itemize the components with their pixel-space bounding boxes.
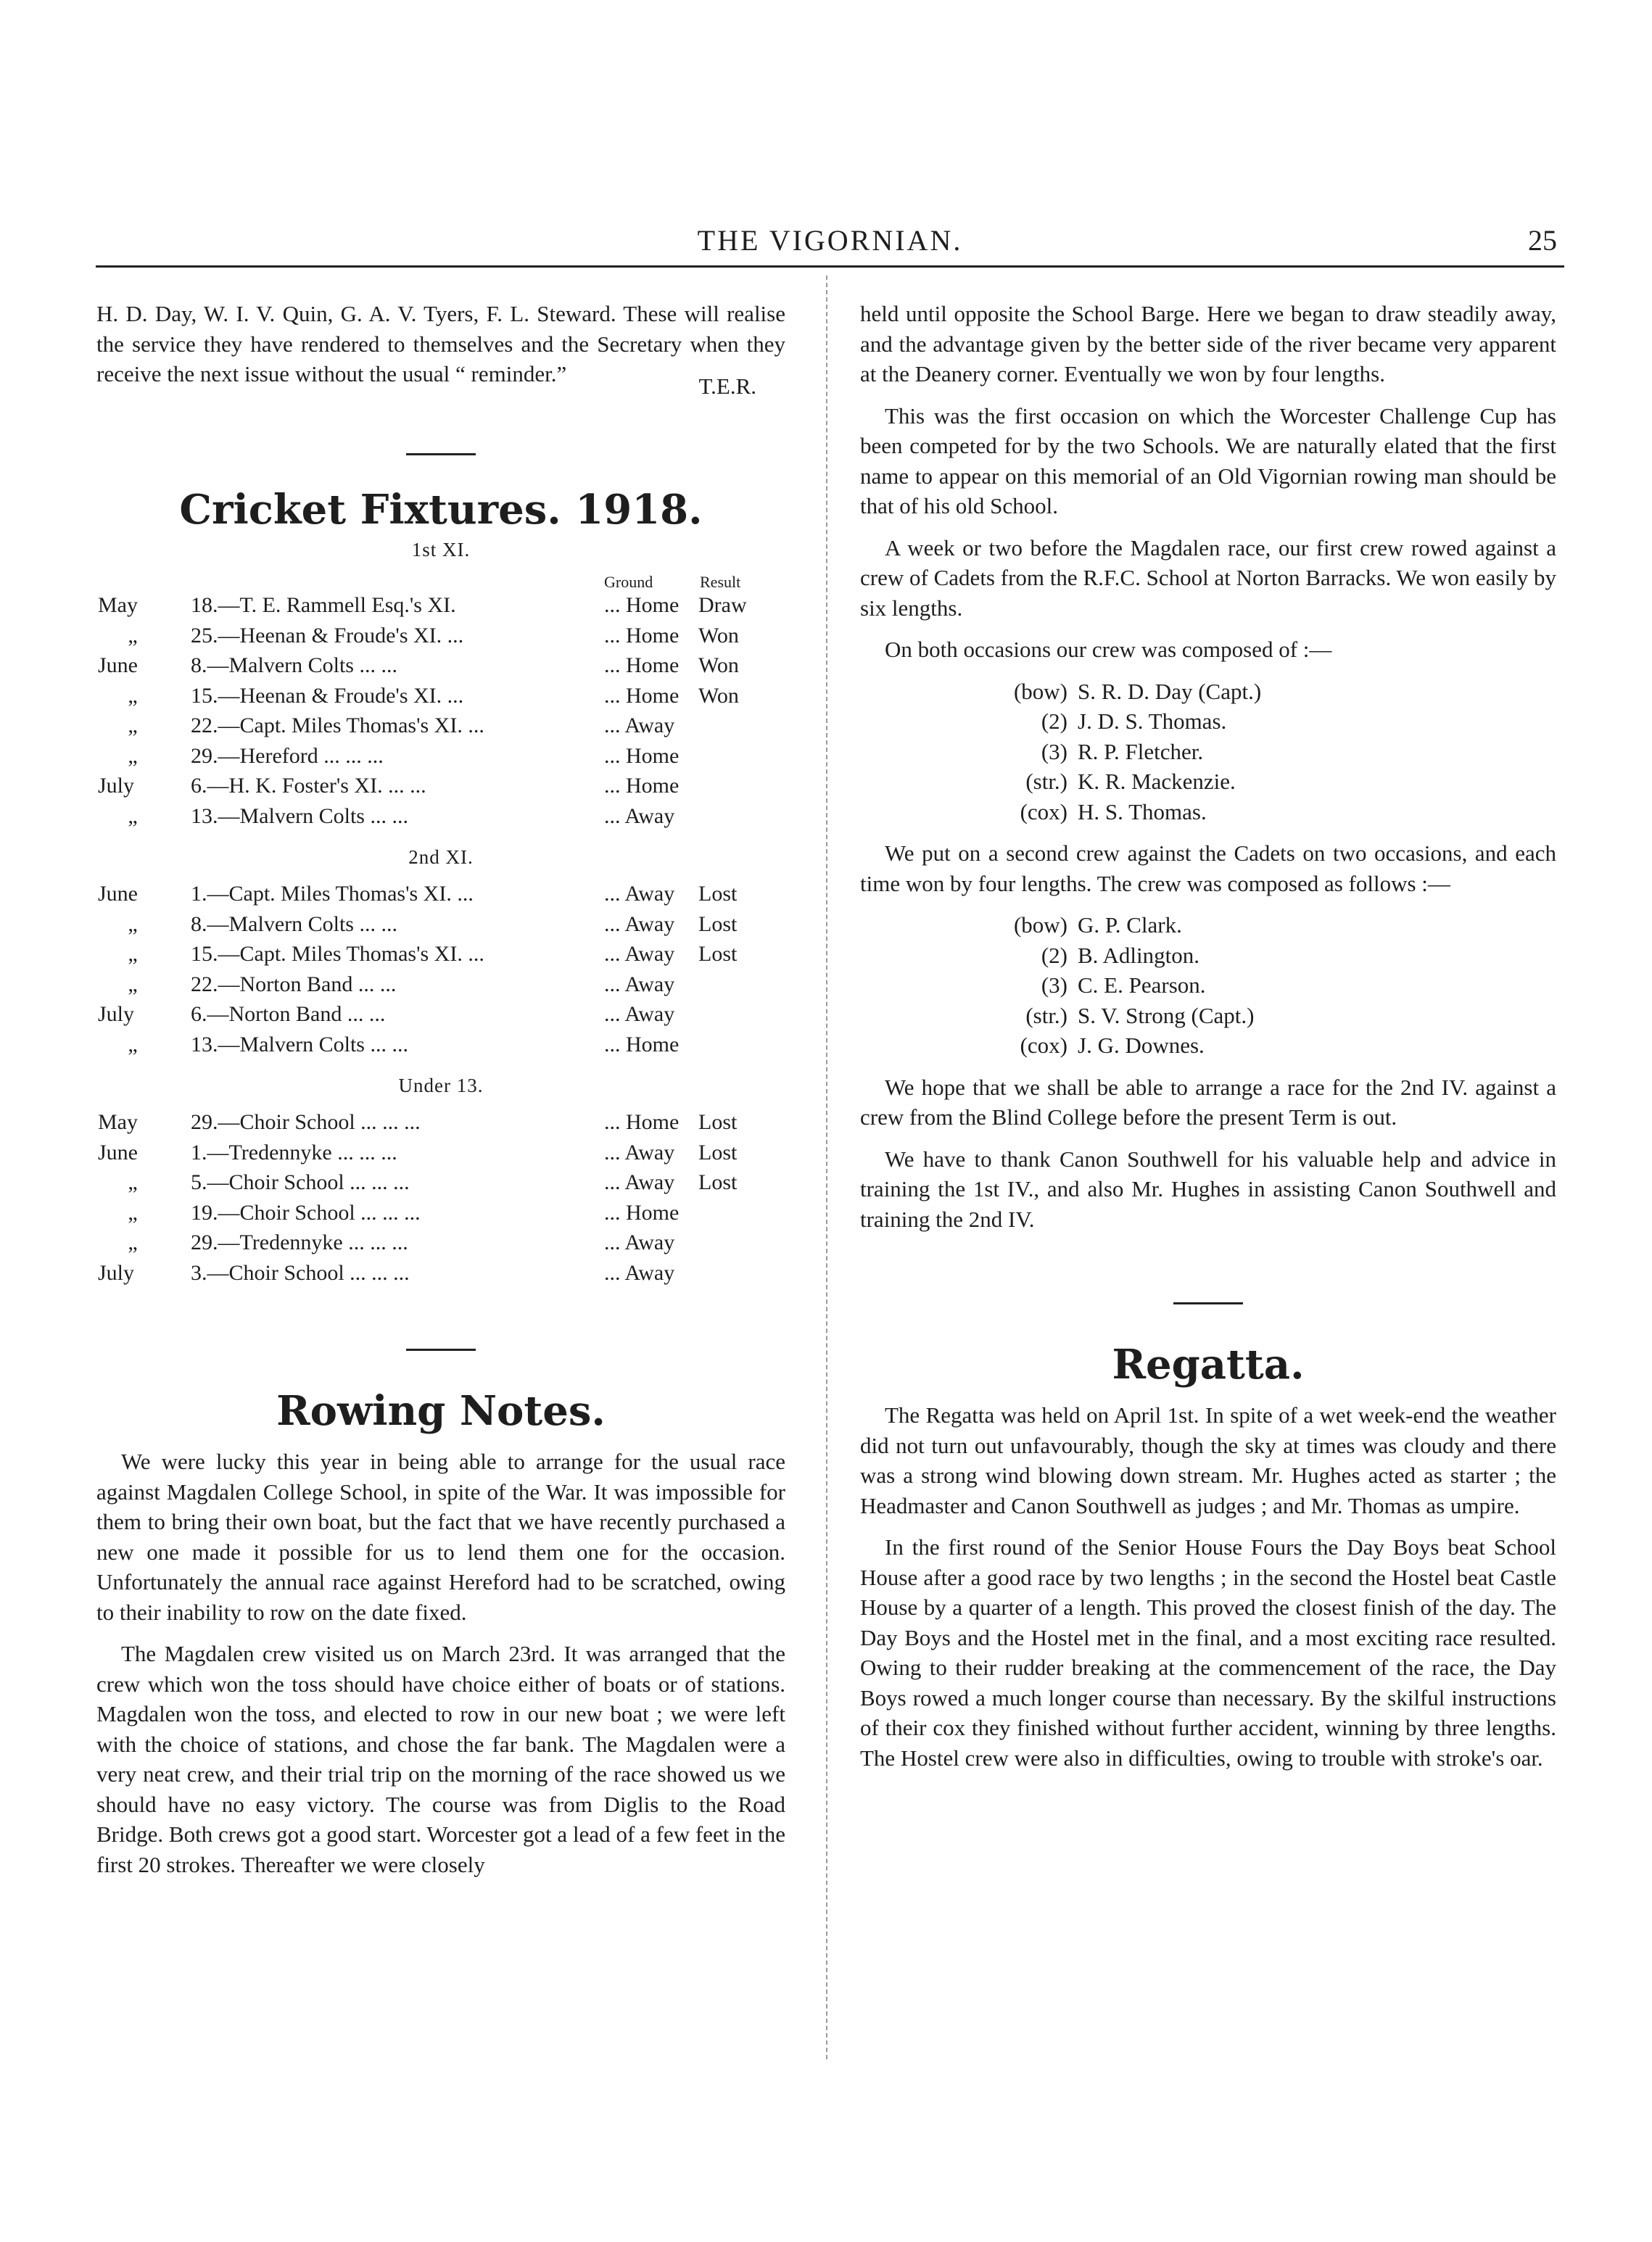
crew-position: (cox): [1020, 1033, 1067, 1058]
fixture-month: „: [128, 1032, 138, 1056]
fixture-result: [698, 1030, 785, 1060]
page-number: 25: [1528, 224, 1557, 257]
fixture-opponent: 29.—Tredennyke ... ... ...: [191, 1230, 408, 1254]
fixture-result: Lost: [698, 911, 738, 936]
fixture-opponent: 6.—H. K. Foster's XI. ... ...: [191, 774, 426, 798]
fixture-month: June: [98, 1140, 138, 1165]
crew-position: (str.): [1025, 1002, 1067, 1028]
second-xi-fixtures: [96, 879, 785, 1059]
crew-member: R. P. Fletcher.: [1078, 738, 1204, 764]
fixture-result: Draw: [698, 593, 747, 617]
crew-position: (bow): [1013, 912, 1067, 938]
first-xi-fixtures: [96, 590, 785, 831]
crew-member: G. P. Clark.: [1078, 912, 1182, 938]
result-column-header: Result: [700, 573, 741, 591]
fixture-ground: ... Away: [604, 1140, 675, 1165]
fixture-opponent: 5.—Choir School ... ... ...: [191, 1170, 410, 1194]
fixture-result: Lost: [698, 1110, 738, 1134]
crew-member: J. D. S. Thomas.: [1078, 708, 1227, 734]
first-xi-heading: 1st XI.: [411, 539, 471, 560]
crew-position: (cox): [1020, 798, 1067, 824]
fixture-ground: ... Home: [604, 653, 680, 677]
fixture-opponent: 3.—Choir School ... ... ...: [191, 1260, 410, 1285]
crew-position: (bow): [1013, 678, 1067, 704]
crew-member: K. R. Mackenzie.: [1078, 769, 1236, 794]
rowing-paragraph: held until opposite the School Barge. Here we began to draw steadily away, and the advantage given by the better side of the river became very apparent at the Deanery corner. Eventually we won by four lengths.: [860, 301, 1556, 386]
fixture-ground: ... Away: [604, 1230, 675, 1254]
fixture-month: „: [128, 942, 138, 966]
crew-position: (3): [1041, 972, 1067, 998]
fixture-ground: ... Home: [604, 743, 680, 768]
regatta-paragraph: In the first round of the Senior House Fours the Day Boys beat School House after a good race by two lengths ; in the second the Hostel beat Castle House by a quarter of a length. This proved the closest finish of the day. The Day Boys and the Hostel met in the final, and a most exciting race resulted. Owing to their rudder breaking at the commencement of the race, the Day Boys rowed a much longer course than necessary. By the skilful instructions of their cox they finished without further accident, winning by three lengths. The Hostel crew were also in difficulties, owing to trouble with stroke's oar.: [860, 1534, 1556, 1771]
crew-member: S. V. Strong (Capt.): [1078, 1002, 1255, 1028]
fixture-month: June: [98, 653, 138, 677]
fixture-month: „: [128, 743, 138, 768]
rowing-paragraph: We were lucky this year in being able to arrange for the usual race against Magdalen College School, in spite of the War. It was impossible for them to bring their own boat, but the fact that we have recently purchased a new one made it possible for us to lend them one for the occasion. Unfortunately the annual race against Hereford had to be scratched, owing to their inability to row on the date fixed.: [96, 1449, 785, 1625]
fixture-opponent: 29.—Hereford ... ... ...: [191, 743, 384, 768]
fixture-opponent: 22.—Capt. Miles Thomas's XI. ...: [191, 713, 484, 737]
fixture-ground: ... Home: [604, 1032, 680, 1056]
fixture-month: „: [128, 713, 138, 737]
fixture-opponent: 25.—Heenan & Froude's XI. ...: [191, 623, 464, 648]
fixture-opponent: 1.—Capt. Miles Thomas's XI. ...: [191, 882, 474, 906]
fixture-result: [698, 741, 785, 772]
fixture-ground: ... Home: [604, 1200, 680, 1225]
regatta-paragraph: The Regatta was held on April 1st. In spite of a wet week-end the weather did not turn out unfavourably, though the sky at times was cloudy and there was a strong wind blowing down stream. Mr. Hughes acted as starter ; the Headmaster and Canon Southwell as judges ; and Mr. Thomas as umpire.: [860, 1402, 1556, 1518]
crew-position: (2): [1041, 942, 1067, 968]
fixture-opponent: 15.—Heenan & Froude's XI. ...: [191, 683, 464, 708]
fixture-month: „: [128, 683, 138, 708]
fixture-month: May: [98, 593, 138, 617]
fixture-ground: ... Away: [604, 942, 675, 966]
fixture-result: Lost: [698, 1170, 738, 1194]
fixture-result: [698, 771, 785, 801]
fixture-month: „: [128, 803, 138, 828]
fixture-ground: ... Away: [604, 972, 675, 996]
fixture-result: [698, 1228, 785, 1258]
fixture-month: „: [128, 1230, 138, 1254]
fixture-result: [698, 969, 785, 1000]
fixture-ground: ... Away: [604, 1002, 675, 1026]
fixture-ground: ... Away: [604, 713, 675, 737]
fixture-result: [698, 1198, 785, 1228]
ground-column-header: Ground: [604, 573, 653, 591]
fixture-month: „: [128, 911, 138, 936]
crew-member: H. S. Thomas.: [1078, 798, 1207, 824]
right-column: [860, 299, 1556, 1784]
fixture-month: „: [128, 1170, 138, 1194]
crew-position: (2): [1041, 708, 1067, 734]
fixture-result: Lost: [698, 1140, 738, 1165]
fixture-result: [698, 1258, 785, 1288]
rowing-paragraph: We put on a second crew against the Cadets on two occasions, and each time won by four lengths. The crew was composed as follows :—: [860, 840, 1556, 896]
fixture-month: June: [98, 882, 138, 906]
fixture-month: „: [128, 623, 138, 648]
fixture-result: Won: [698, 623, 739, 648]
fixture-opponent: 22.—Norton Band ... ...: [191, 972, 397, 996]
rowing-paragraph: The Magdalen crew visited us on March 23rd. It was arranged that the crew which won the toss should have choice either of boats or of stations. Magdalen won the toss, and elected to row in our new boat ; we were left with the choice of stations, and chose the far bank. The Magdalen were a very neat crew, and their trial trip on the morning of the race showed us we should have no easy victory. The course was from Diglis to the Road Bridge. Both crews got a good start. Worcester got a lead of a few feet in the first 20 strokes. Thereafter we were closely: [96, 1641, 785, 1877]
rowing-paragraph: A week or two before the Magdalen race, our first crew rowed against a crew of Cadets from the R.F.C. School at Norton Barracks. We won easily by six lengths.: [860, 534, 1556, 621]
cricket-fixtures-title: Cricket Fixtures. 1918.: [179, 486, 703, 534]
first-crew-list: [860, 677, 1556, 827]
fixture-opponent: 18.—T. E. Rammell Esq.'s XI.: [191, 593, 456, 617]
rowing-paragraph: We hope that we shall be able to arrange a race for the 2nd IV. against a crew from the Blind College before the present Term is out.: [860, 1074, 1556, 1130]
fixture-month: „: [128, 972, 138, 996]
rowing-paragraph: This was the first occasion on which the Worcester Challenge Cup has been competed for by the two Schools. We are naturally elated that the first name to appear on this memorial of an Old Vigornian rowing man should be that of his old School.: [860, 402, 1556, 518]
fixture-opponent: 19.—Choir School ... ... ...: [191, 1200, 421, 1225]
under-13-fixtures: [96, 1107, 785, 1288]
fixture-opponent: 15.—Capt. Miles Thomas's XI. ...: [191, 942, 484, 966]
fixture-opponent: 8.—Malvern Colts ... ...: [191, 911, 397, 936]
fixture-result: Won: [698, 683, 739, 708]
crew-member: J. G. Downes.: [1078, 1033, 1205, 1058]
fixture-opponent: 13.—Malvern Colts ... ...: [191, 1032, 408, 1056]
fixture-opponent: 13.—Malvern Colts ... ...: [191, 803, 408, 828]
fixture-result: [698, 711, 785, 741]
fixture-opponent: 8.—Malvern Colts ... ...: [191, 653, 397, 677]
fixture-ground: ... Home: [604, 1110, 680, 1134]
running-header: [96, 222, 1564, 268]
intro-signature: T.E.R.: [698, 373, 756, 399]
second-xi-heading: 2nd XI.: [408, 846, 474, 868]
fixture-result: [698, 801, 785, 832]
fixture-ground: ... Home: [604, 774, 680, 798]
fixture-ground: ... Home: [604, 593, 680, 617]
fixture-column-headers: [96, 564, 785, 590]
fixture-ground: ... Away: [604, 882, 675, 906]
fixture-month: July: [98, 1260, 135, 1285]
regatta-title: Regatta.: [1112, 1341, 1305, 1389]
left-column: [96, 299, 785, 1891]
crew-member: C. E. Pearson.: [1078, 972, 1206, 998]
crew-member: S. R. D. Day (Capt.): [1078, 678, 1262, 704]
crew-position: (3): [1041, 738, 1067, 764]
under-13-heading: Under 13.: [398, 1075, 484, 1096]
fixture-ground: ... Home: [604, 623, 680, 648]
fixture-ground: ... Away: [604, 1170, 675, 1194]
second-crew-list: [860, 910, 1556, 1061]
fixture-result: [698, 999, 785, 1030]
fixture-month: „: [128, 1200, 138, 1225]
fixture-ground: ... Away: [604, 803, 675, 828]
fixture-result: Won: [698, 653, 739, 677]
fixture-result: Lost: [698, 942, 738, 966]
fixture-ground: ... Home: [604, 683, 680, 708]
column-divider: [826, 276, 827, 2059]
rowing-paragraph: On both occasions our crew was composed of :—: [885, 637, 1332, 662]
fixture-month: July: [98, 774, 135, 798]
fixture-result: Lost: [698, 882, 738, 906]
crew-member: B. Adlington.: [1078, 942, 1199, 968]
fixture-ground: ... Away: [604, 911, 675, 936]
fixture-month: May: [98, 1110, 138, 1134]
fixture-opponent: 6.—Norton Band ... ...: [191, 1002, 386, 1026]
journal-title: THE VIGORNIAN.: [697, 224, 963, 257]
intro-paragraph: H. D. Day, W. I. V. Quin, G. A. V. Tyers, F. L. Steward. These will realise the service they have rendered to themselves and the Secretary when they receive the next issue without the usual “ reminder.”: [96, 301, 785, 386]
fixture-month: July: [98, 1002, 135, 1026]
crew-position: (str.): [1025, 769, 1067, 794]
fixture-opponent: 1.—Tredennyke ... ... ...: [191, 1140, 397, 1165]
rowing-paragraph: We have to thank Canon Southwell for his valuable help and advice in training the 1st IV., and also Mr. Hughes in assisting Canon Southwell and training the 2nd IV.: [860, 1146, 1556, 1232]
fixture-ground: ... Away: [604, 1260, 675, 1285]
rowing-notes-title: Rowing Notes.: [276, 1387, 606, 1435]
fixture-opponent: 29.—Choir School ... ... ...: [191, 1110, 421, 1134]
